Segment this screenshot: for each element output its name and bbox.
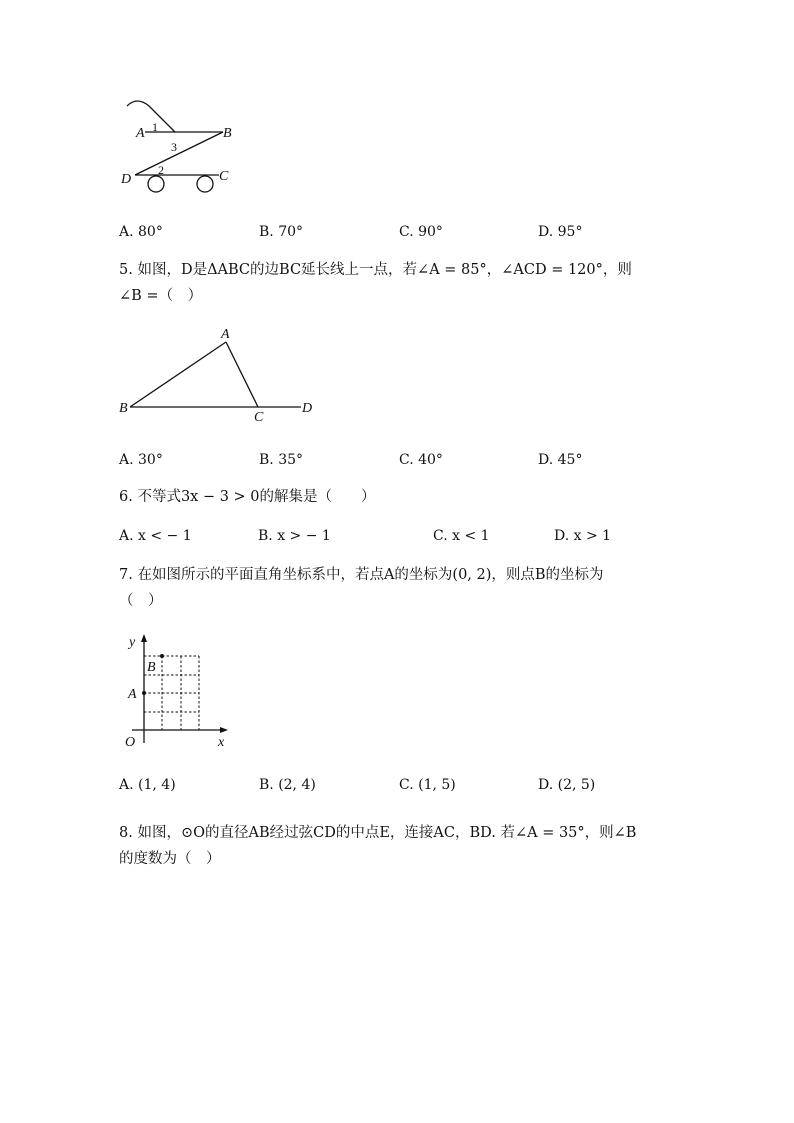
q8-stem [119, 820, 679, 872]
q7-point-a [142, 691, 146, 695]
q7-figure-svg [116, 630, 236, 750]
q8-line-1: 8. 如图，⊙O的直径AB经过弦CD的中点E，连接AC，BD. 若∠A = 35°，则∠B [119, 825, 637, 841]
q4-option-d[interactable]: D. 95° [538, 224, 583, 240]
q7-figure [116, 630, 236, 750]
q4-label-c: C [219, 169, 229, 184]
q4-option-c[interactable]: C. 90° [399, 224, 443, 240]
q5-option-a[interactable]: A. 30° [119, 452, 163, 468]
q4-handle-line [127, 101, 175, 132]
q4-label-b: B [223, 126, 232, 141]
q7-option-c[interactable]: C. (1, 5) [399, 777, 456, 793]
q4-figure-svg [115, 98, 245, 196]
q7-option-b[interactable]: B. (2, 4) [259, 777, 316, 793]
q5-options [119, 452, 759, 472]
q7-x-arrow [220, 727, 228, 733]
q7-stem [119, 562, 679, 614]
q7-option-d[interactable]: D. (2, 5) [538, 777, 596, 793]
q5-label-c: C [254, 410, 264, 425]
q7-label-y: y [129, 635, 136, 650]
q4-figure [115, 98, 245, 196]
q5-side-ba [130, 342, 226, 407]
q5-label-b: B [119, 401, 128, 416]
q6-line-1: 6. 不等式3x − 3 > 0的解集是（ ） [119, 489, 376, 505]
q5-figure-svg [116, 322, 326, 426]
q4-option-a[interactable]: A. 80° [119, 224, 163, 240]
q5-line-1: 5. 如图，D是ΔABC的边BC延长线上一点，若∠A = 85°，∠ACD = 120°，则 [119, 262, 632, 278]
q4-line-bd [135, 132, 223, 175]
q5-label-d: D [302, 401, 313, 416]
q6-option-a[interactable]: A. x < − 1 [119, 528, 192, 544]
q7-label-b: B [147, 660, 156, 675]
q7-label-a: A [128, 687, 137, 702]
q4-angle-2: 2 [158, 163, 164, 177]
q6-stem [119, 484, 679, 510]
q4-option-b[interactable]: B. 70° [259, 224, 304, 240]
q6-option-d[interactable]: D. x > 1 [554, 528, 612, 544]
q6-options [119, 528, 759, 548]
q5-label-a: A [221, 327, 230, 342]
q4-angle-3: 3 [171, 140, 177, 154]
q5-line-2: ∠B =（ ） [119, 288, 203, 304]
q7-point-b [160, 654, 164, 658]
q8-line-2: 的度数为（ ） [119, 851, 221, 867]
q5-figure [116, 322, 326, 426]
q4-options [119, 224, 759, 244]
q4-wheel-left [148, 176, 164, 192]
q6-option-b[interactable]: B. x > − 1 [258, 528, 331, 544]
q5-option-b[interactable]: B. 35° [259, 452, 304, 468]
q5-option-d[interactable]: D. 45° [538, 452, 583, 468]
q5-option-c[interactable]: C. 40° [399, 452, 443, 468]
q4-label-a: A [136, 126, 145, 141]
q4-label-d: D [121, 172, 132, 187]
q4-wheel-right [197, 176, 213, 192]
q7-line-2: （ ） [119, 593, 163, 609]
q5-side-ac [226, 342, 258, 407]
q4-angle-1: 1 [152, 120, 158, 134]
q7-label-x: x [218, 735, 225, 750]
q7-line-1: 7. 在如图所示的平面直角坐标系中，若点A的坐标为(0, 2)，则点B的坐标为 [119, 567, 604, 583]
q5-stem [119, 257, 679, 309]
q7-y-arrow [141, 634, 147, 642]
q7-label-o: O [125, 735, 136, 750]
q6-option-c[interactable]: C. x < 1 [433, 528, 490, 544]
q7-options [119, 777, 759, 797]
q7-option-a[interactable]: A. (1, 4) [119, 777, 176, 793]
